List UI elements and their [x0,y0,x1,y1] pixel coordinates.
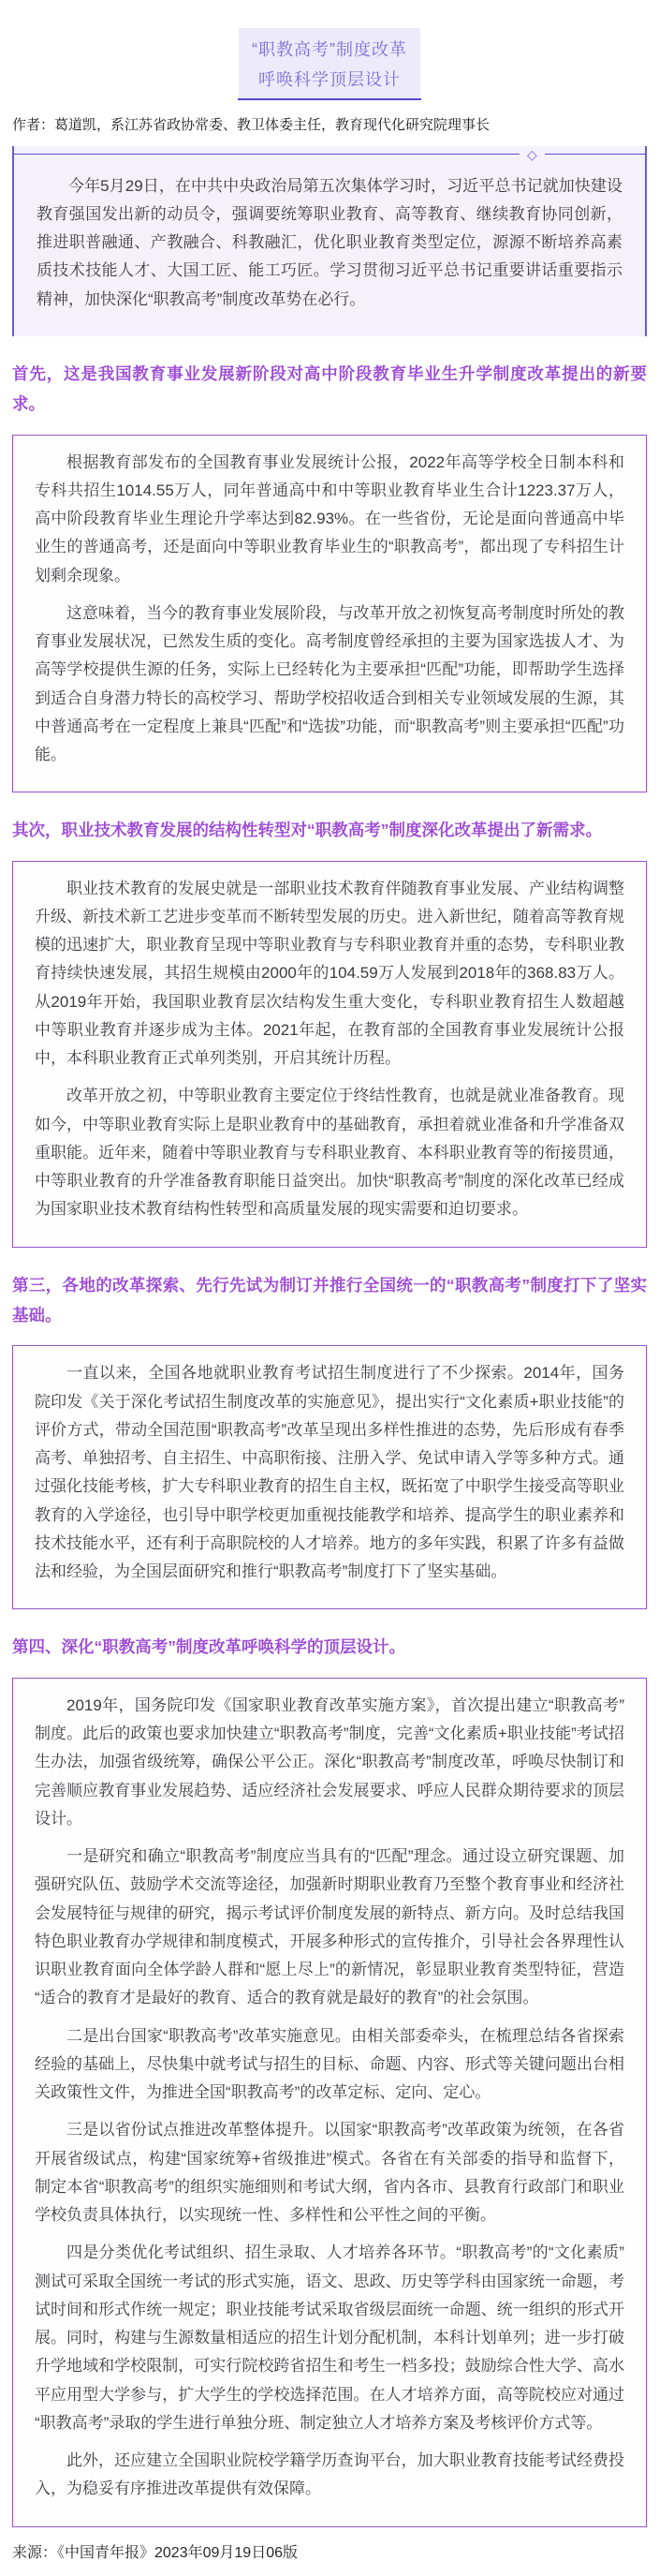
intro-block [12,146,647,336]
title-underline [238,98,421,100]
section-heading-1: 首先，这是我国教育事业发展新阶段对高中阶段教育毕业生升学制度改革提出的新要求。 [12,363,647,414]
source-line: 来源：《中国青年报》2023年09月19日06版 [12,2544,298,2561]
section-block-1 [12,435,647,793]
section-heading-2: 其次，职业技术教育发展的结构性转型对“职教高考”制度深化改革提出了新需求。 [12,821,602,840]
paragraph: 一直以来，全国各地就职业教育考试招生制度进行了不少探索。2014年，国务院印发《关于深化考试招生制度改革的实施意见》，提出实行“文化素质+职业技能”的评价方式，带动全国范围“职教高考”改革呈现出多样性推进的态势，先后形成有春季高考、单独招考、自主招生、中高职衔接、注册入学、免试申请入学等多种方式。通过强化技能考核，扩大专科职业教育的招生自主权，既拓宽了中职学生接受高等职业教育的入学途径，也引导中职学校更加重视技能教学和培养、提高学生的职业素养和技术技能水平，还有利于高职院校的人才培养。地方的多年实践，积累了许多有益做法和经验，为全国层面研究和推行“职教高考”制度打下了坚实基础。 [35,1364,624,1581]
paragraph: 二是出台国家“职教高考”改革实施意见。由相关部委牵头，在梳理总结各省探索经验的基础上，尽快集中就考试与招生的目标、命题、内容、形式等关键问题出台相关政策性文件，为推进全国“职教高考”的改革定标、定向、定心。 [35,2026,624,2101]
paragraph: 一是研究和确立“职教高考”制度应当具有的“匹配”理念。通过设立研究课题、加强研究队伍、鼓励学术交流等途径，加强新时期职业教育乃至整个教育事业和经济社会发展特征与规律的研究，揭示考试评价制度发展的新特点、新方向。及时总结我国特色职业教育办学规律和制度模式，开展多种形式的宣传推介，引导社会各界理性认识职业教育面向全体学龄人群和“愿上尽上”的新情况，彰显职业教育类型特征，营造“适合的教育才是最好的教育、适合的教育就是最好的教育”的社会氛围。 [35,1847,624,2007]
intro-paragraph: 今年5月29日，在中共中央政治局第五次集体学习时，习近平总书记就加快建设教育强国发出新的动员令，强调要统筹职业教育、高等教育、继续教育协同创新，推进职普融通、产教融合、科教融汇，优化职业教育类型定位，源源不断培养高素质技术技能人才、大国工匠、能工巧匠。学习贯彻习近平总书记重要讲话重要指示精神，加快深化“职教高考”制度改革势在必行。 [37,176,622,308]
paragraph: 改革开放之初，中等职业教育主要定位于终结性教育，也就是就业准备教育。现如今，中等职业教育实际上是职业教育中的基础教育，承担着就业准备和升学准备双重职能。近年来，随着中等职业教育与专科职业教育、本科职业教育等的衔接贯通，中等职业教育的升学准备教育职能日益突出。加快“职教高考”制度的深化改革已经成为国家职业技术教育结构性转型和高质量发展的现实需要和迫切要求。 [35,1087,624,1219]
section-block-4 [12,1678,647,2527]
section-block-2 [12,861,647,1248]
paragraph: 这意味着，当今的教育事业发展阶段，与改革开放之初恢复高考制度时所处的教育事业发展状况，已然发生质的变化。高考制度曾经承担的主要为国家选拔人才、为高等学校提供生源的任务，实际上已经转化为主要承担“匹配”功能，即帮助学生选择到适合自身潜力特长的高校学习、帮助学校招收适合到相关专业领域发展的生源，其中普通高考在一定程度上兼具“匹配”和“选拔”功能，而“职教高考”则主要承担“匹配”功能。 [35,603,624,763]
title-line-1: “职教高考”制度改革 [252,40,407,59]
section-heading-3: 第三，各地的改革探索、先行先试为制订并推行全国统一的“职教高考”制度打下了坚实基础。 [12,1275,647,1325]
title-line-2: 呼唤科学顶层设计 [258,69,401,89]
paragraph: 2019年，国务院印发《国家职业教育改革实施方案》，首次提出建立“职教高考”制度。此后的政策也要求加快建立“职教高考”制度，完善“文化素质+职业技能”考试招生办法，加强省级统筹，确保公平公正。深化“职教高考”制度改革，呼唤尽快制订和完善顺应教育事业发展趋势、适应经济社会发展要求、呼应人民群众期待要求的顶层设计。 [35,1695,624,1828]
section-divider [14,146,645,163]
paragraph: 四是分类优化考试组织、招生录取、人才培养各环节。“职教高考”的“文化素质”测试可采取全国统一考试的形式实施，语文、思政、历史等学科由国家统一命题，考试时间和形式作统一规定；职业技能考试采取省级层面统一命题、统一组织的形式开展。同时，构建与生源数量相适应的招生计划分配机制，本科计划单列；进一步打破升学地域和学校限制，可实行院校跨省招生和考生一档多投；鼓励综合性大学、高水平应用型大学参与，扩大学生的学校选择范围。在人才培养方面，高等院校应对通过“职教高考”录取的学生进行单独分班、制定独立人才培养方案及考核评价方式等。 [35,2243,624,2432]
paragraph: 此外，还应建立全国职业院校学籍学历查询平台，加大职业教育技能考试经费投入，为稳妥有序推进改革提供有效保障。 [35,2451,624,2498]
paragraph: 职业技术教育的发展史就是一部职业技术教育伴随教育事业发展、产业结构调整升级、新技术新工艺进步变革而不断转型发展的历史。进入新世纪，随着高等教育规模的迅速扩大，职业教育呈现中等职业教育与专科职业教育并重的态势，专科职业教育持续快速发展，其招生规模由2000年的104.59万人发展到2018年的368.83万人。从2019年开始，我国职业教育层次结构发生重大变化，专科职业教育招生人数超越中等职业教育并逐步成为主体。2021年起，在教育部的全国教育事业发展统计公报中，本科职业教育正式单列类别，开启其统计历程。 [35,879,624,1068]
title-wrap [12,28,647,100]
divider-line-right [545,154,645,155]
page-title [239,28,420,98]
author-line: 作者：葛道凯，系江苏省政协常委、教卫体委主任，教育现代化研究院理事长 [12,117,491,133]
section-block-3 [12,1345,647,1609]
paragraph: 三是以省份试点推进改革整体提升。以国家“职教高考”改革政策为统领，在各省开展省级试点，构建“国家统筹+省级推进”模式。各省在有关部委的指导和监督下，制定本省“职教高考”的组织实施细则和考试大纲，省内各市、县教育行政部门和职业学校负责具体执行，以实现统一性、多样性和公平性之间的平衡。 [35,2121,624,2224]
paragraph: 根据教育部发布的全国教育事业发展统计公报，2022年高等学校全日制本科和专科共招生1014.55万人，同年普通高中和中等职业教育毕业生合计1223.37万人，高中阶段教育毕业生理论升学率达到82.93%。在一些省份，无论是面向普通高中毕业生的普通高考，还是面向中等职业教育毕业生的“职教高考”，都出现了专科招生计划剩余现象。 [35,452,624,585]
divider-line-left [14,154,520,155]
diamond-icon: ◇ [527,146,537,162]
section-heading-4: 第四、深化“职教高考”制度改革呼唤科学的顶层设计。 [12,1637,405,1657]
